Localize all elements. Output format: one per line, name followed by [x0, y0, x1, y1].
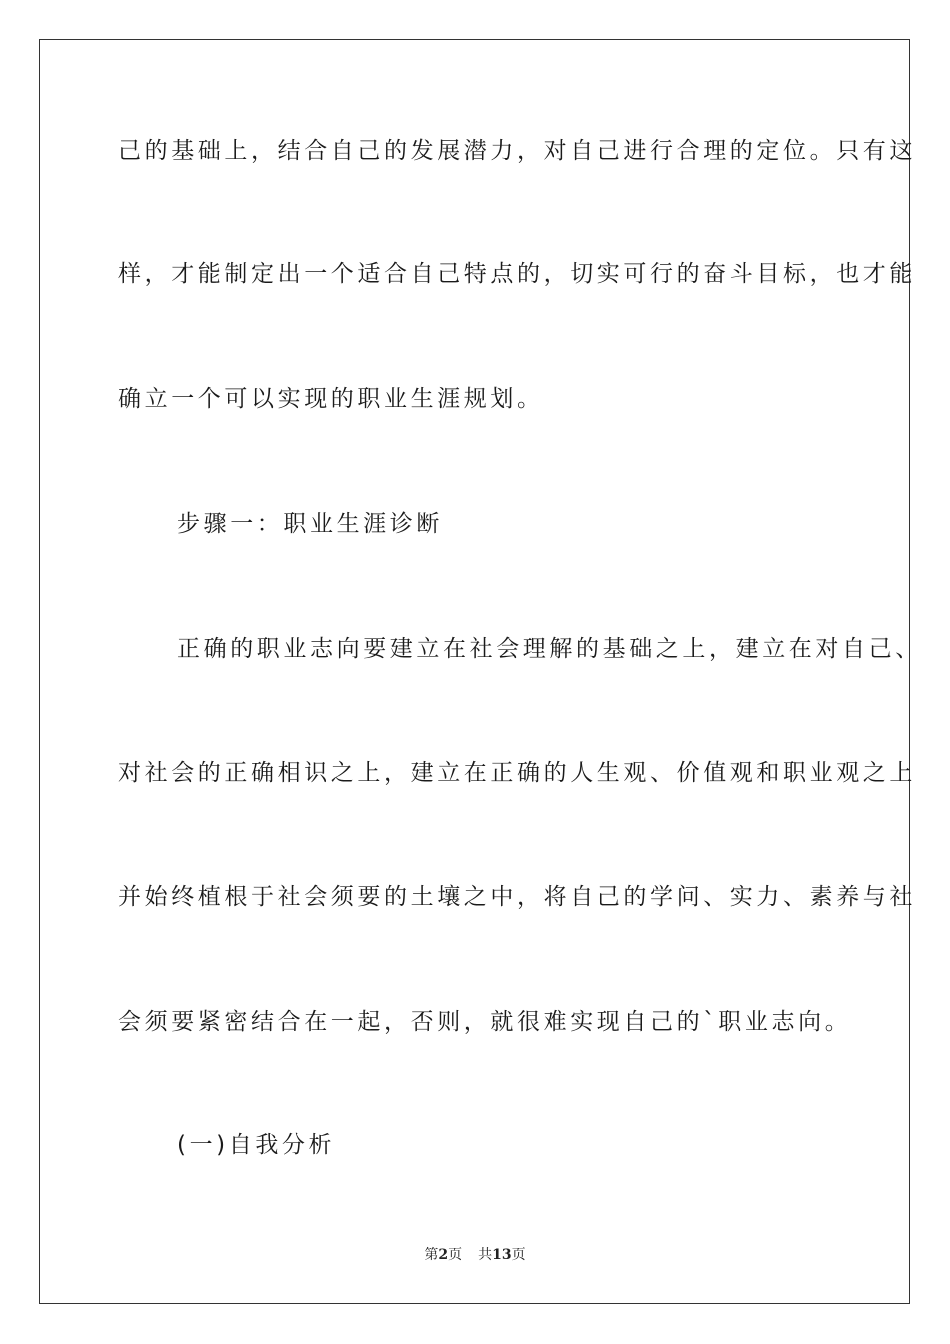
- body-line-1: 己的基础上，结合自己的发展潜力，对自己进行合理的定位。只有这: [118, 138, 916, 164]
- footer-total-pages: 13: [492, 1247, 512, 1263]
- body-line-6: 对社会的正确相识之上，建立在正确的人生观、价值观和职业观之上: [118, 760, 916, 786]
- footer-page-prefix: 第: [424, 1247, 439, 1263]
- footer-page-suffix: 页: [448, 1247, 463, 1263]
- page-border: [39, 39, 910, 1304]
- body-line-2: 样，才能制定出一个适合自己特点的，切实可行的奋斗目标，也才能: [118, 261, 916, 287]
- body-line-8: 会须要紧密结合在一起，否则，就很难实现自己的`职业志向。: [118, 1009, 852, 1035]
- body-line-7: 并始终植根于社会须要的土壤之中，将自己的学问、实力、素养与社: [118, 884, 916, 910]
- footer-page-number: 2: [438, 1247, 449, 1263]
- body-line-3: 确立一个可以实现的职业生涯规划。: [118, 386, 544, 412]
- section-heading-step-one: 步骤一：职业生涯诊断: [177, 511, 443, 537]
- footer-total-prefix: 共: [478, 1247, 493, 1263]
- page-footer: [0, 1244, 950, 1264]
- body-line-5: 正确的职业志向要建立在社会理解的基础之上，建立在对自己、: [177, 636, 922, 662]
- footer-total-suffix: 页: [511, 1247, 526, 1263]
- subsection-heading-self-analysis: (一)自我分析: [177, 1132, 336, 1158]
